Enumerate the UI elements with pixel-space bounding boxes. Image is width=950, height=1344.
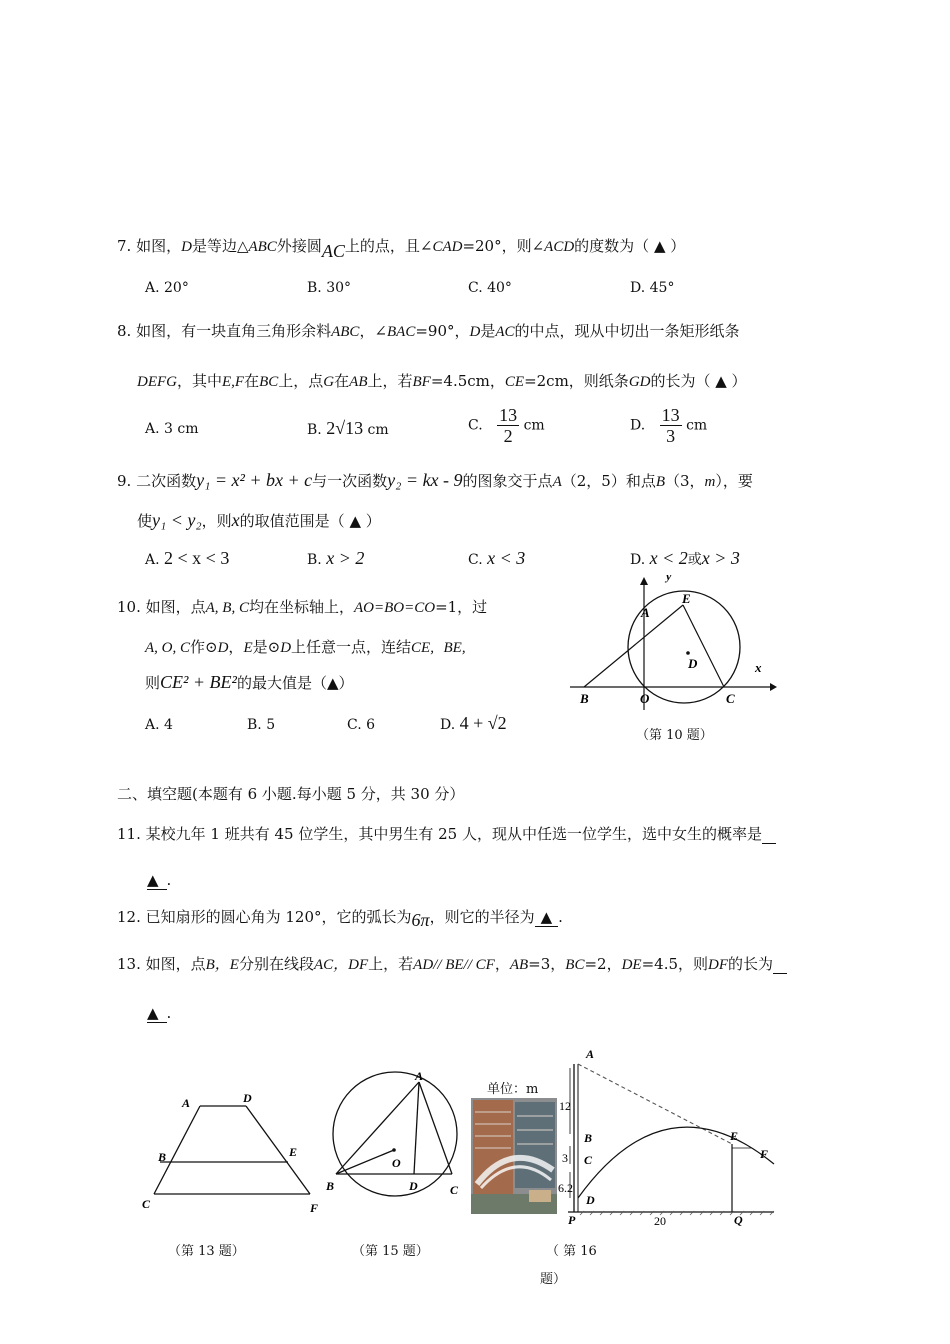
label-a: A xyxy=(415,1070,424,1083)
label-b: B xyxy=(326,1179,335,1193)
q10-option-d: D. 4 + √2 xyxy=(440,713,507,733)
q11-stem: 11. 某校九年 1 班共有 45 位学生，其中男生有 25 人，现从中任选一位学生，选中女生的概率是 xyxy=(117,823,776,844)
figure-10 xyxy=(570,575,780,715)
dim-bc-label: 3 xyxy=(562,1151,568,1165)
label-d: D xyxy=(409,1179,418,1193)
sight-line xyxy=(578,1064,732,1144)
label-e: E xyxy=(289,1145,298,1159)
label-b: B xyxy=(158,1150,167,1164)
label-p: P xyxy=(568,1213,576,1227)
segment-ad xyxy=(414,1082,419,1174)
q9-option-b: B. x > 2 xyxy=(307,548,365,568)
q10-stem-line2: A, O, C作⊙D，E是⊙D上任意一点，连结CE, BE, xyxy=(145,638,466,656)
label-a: A xyxy=(586,1048,595,1061)
label-o: O xyxy=(392,1156,401,1170)
q13-answer: ▲ . xyxy=(147,1004,172,1022)
q9-stem-line1: 9. 二次函数y₁ = x² + bx + c与一次函数y₂ = kx - 9的图象交于点A（2，5）和点B（3，m），要 xyxy=(117,470,753,490)
label-q: Q xyxy=(734,1213,743,1227)
q7-option-b: B. 30° xyxy=(307,280,352,296)
segment-ce xyxy=(683,605,724,687)
q8-stem-line2: DEFG，其中E,F在BC上，点G在AB上，若BF=4.5cm，CE=2cm，则纸条GD的长为（ ▲ ） xyxy=(137,372,747,390)
segment-ac xyxy=(419,1082,452,1174)
q9-option-a: A. 2 < x < 3 xyxy=(145,548,230,568)
label-e: E xyxy=(682,591,691,606)
label-e: E xyxy=(730,1129,739,1143)
label-o: O xyxy=(640,691,650,706)
center-o-dot xyxy=(392,1148,396,1152)
label-c: C xyxy=(584,1153,593,1167)
label-x: x xyxy=(755,660,762,675)
arc-ac: AC xyxy=(321,241,345,261)
q8-option-c: C. $\frac{13}{2}$ cm xyxy=(468,405,545,446)
label-y: y xyxy=(666,575,672,583)
segment-be xyxy=(584,605,683,687)
q11-answer: ▲ . xyxy=(147,871,172,889)
section-2-heading: 二、填空题(本题有 6 小题.每小题 5 分，共 30 分） xyxy=(117,785,465,803)
label-a: A xyxy=(641,605,650,620)
center-d-dot xyxy=(686,651,690,655)
figure-16-caption-line1: （ 第 16 xyxy=(546,1244,597,1259)
figure-10-caption: （第 10 题） xyxy=(636,728,713,743)
segment-ob xyxy=(336,1150,394,1174)
q8-option-a: A. 3 cm xyxy=(145,421,199,437)
label-a: A xyxy=(182,1096,191,1110)
label-c: C xyxy=(450,1183,459,1197)
figure-16-caption-line2: 题） xyxy=(540,1272,567,1287)
q13-stem: 13. 如图，点B，E分别在线段AC，DF上，若AD// BE// CF，AB=3，BC=2，DE=4.5，则DF的长为 xyxy=(117,953,787,974)
dim-ab-label: 12 xyxy=(559,1099,571,1113)
q9-stem-line2: 使y₁ < y₂，则x的取值范围是（ ▲ ） xyxy=(137,510,381,530)
q7-option-a: A. 20° xyxy=(145,280,189,296)
q7-option-d: D. 45° xyxy=(630,280,675,296)
figure-15-caption: （第 15 题） xyxy=(352,1244,429,1259)
segment-ab xyxy=(336,1082,419,1174)
circle-o xyxy=(333,1072,457,1196)
label-c: C xyxy=(726,691,735,706)
q12-stem: 12. 已知扇形的圆心角为 120°，它的弧长为6π，则它的半径为 ▲ . xyxy=(117,908,563,930)
label-d: D xyxy=(586,1193,595,1207)
q7-stem: 7. 如图，D是等边△ABC外接圆AC上的点，且∠CAD=20°，则∠ACD的度数为（ ▲ ） xyxy=(117,237,686,261)
q10-stem-line1: 10. 如图，点A, B, C均在坐标轴上，AO=BO=CO=1，过 xyxy=(117,598,488,616)
q9-option-d: D. x < 2或x > 3 xyxy=(630,548,740,568)
figure-13-caption: （第 13 题） xyxy=(168,1244,245,1259)
label-b: B xyxy=(580,691,589,706)
label-c: C xyxy=(142,1197,151,1211)
dim-pq-label: 20 xyxy=(654,1214,666,1228)
label-f: F xyxy=(760,1147,769,1161)
label-f: F xyxy=(310,1201,319,1215)
q10-option-b: B. 5 xyxy=(247,717,276,733)
dim-cd-label: 6.2 xyxy=(558,1181,573,1195)
q10-option-a: A. 4 xyxy=(145,717,173,733)
label-d: D xyxy=(243,1091,252,1105)
q9-option-c: C. x < 3 xyxy=(468,548,526,568)
figure-13 xyxy=(138,1088,328,1223)
unit-label: 单位：m xyxy=(487,1082,539,1097)
q10-option-c: C. 6 xyxy=(347,717,376,733)
figure-15 xyxy=(322,1070,470,1198)
fountain-photo xyxy=(471,1098,557,1214)
q10-stem-line3: 则CE² + BE²的最大值是（▲） xyxy=(145,672,354,692)
label-b: B xyxy=(584,1131,593,1145)
label-d: D xyxy=(688,656,698,671)
y-axis-arrow xyxy=(640,577,648,585)
x-axis-arrow xyxy=(770,683,777,691)
water-parabola xyxy=(578,1127,774,1198)
q7-option-c: C. 40° xyxy=(468,280,512,296)
figure-16 xyxy=(556,1048,782,1236)
q8-stem-line1: 8. 如图，有一块直角三角形余料ABC，∠BAC=90°，D是AC的中点，现从中切出一条矩形纸条 xyxy=(117,322,740,340)
segment-df xyxy=(246,1106,310,1194)
q8-option-b: B. 2√13 cm xyxy=(307,418,389,438)
q8-option-d: D. $\frac{13}{3}$ cm xyxy=(630,405,708,446)
